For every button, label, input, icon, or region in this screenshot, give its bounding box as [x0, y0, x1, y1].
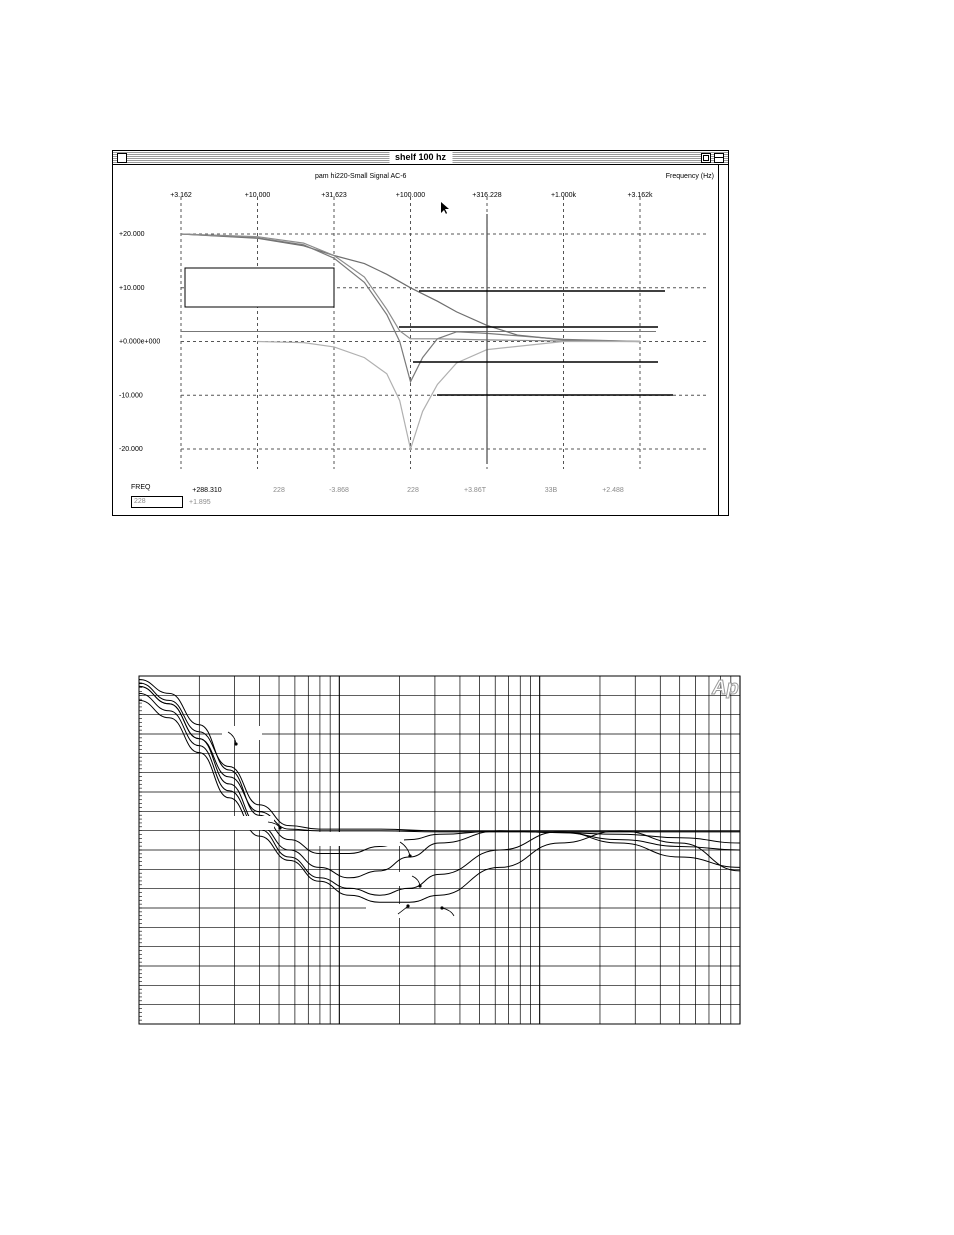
ap-annotation-arrowhead-2	[278, 826, 281, 829]
x-tick-label: +100.000	[395, 192, 426, 199]
ap-series-line-3	[139, 680, 740, 854]
y-tick-label: +10.000	[119, 284, 145, 292]
ap-annotation-box-4	[382, 872, 416, 886]
ap-series-line-4	[139, 686, 740, 877]
ap-logo: Ap	[712, 677, 739, 699]
x-axis-label: Frequency (Hz)	[665, 173, 714, 180]
x-tick-label: +316.228	[472, 192, 502, 199]
readout-value: -3.868	[329, 487, 349, 494]
x-tick-label: +1.000k	[550, 192, 577, 199]
ap-annotation-arrow-4	[412, 876, 420, 886]
ap-annotation-arrow-1	[228, 732, 236, 744]
ap-annotation-arrow-5	[398, 906, 408, 914]
shelf-chart	[113, 151, 730, 517]
readout-value: 33B	[544, 487, 558, 494]
readout-value: 228	[407, 487, 419, 494]
y-tick-label: +20.000	[119, 231, 145, 238]
ap-annotation-arrowhead-4	[418, 884, 421, 887]
ap-series-line-6	[139, 700, 740, 902]
y-tick-label: -20.000	[119, 446, 143, 453]
readout-value: 228	[273, 487, 285, 494]
ap-series-line-1	[139, 683, 740, 831]
ap-annotation-arrow-6	[442, 908, 454, 916]
ap-annotation-arrow-3	[400, 842, 410, 856]
ap-annotation-arrowhead-6	[440, 906, 443, 909]
ap-annotation-box-1	[222, 726, 262, 740]
x-tick-label: +3.162k	[627, 192, 653, 199]
ap-series-line-5	[139, 693, 740, 895]
x-tick-label: +10.000	[244, 192, 271, 199]
readout-value: +288.310	[192, 487, 222, 494]
freq-readout-label: FREQ	[131, 484, 151, 491]
x-tick-label: +31.623	[321, 192, 347, 199]
freq-readout-secondary: +1.895	[189, 499, 211, 506]
ap-annotation-box-5	[366, 904, 406, 918]
ap-annotation-arrow-2	[268, 822, 280, 828]
ap-annotation-arrowhead-1	[234, 742, 237, 745]
ap-annotation-box-2	[222, 816, 274, 830]
freq-readout-input[interactable]: 228	[131, 496, 183, 508]
ap-annotation-arrowhead-5	[406, 904, 409, 907]
chart-subtitle: pam hi220-Small Signal AC-6	[315, 173, 407, 180]
mouse-pointer-icon	[441, 202, 449, 214]
ap-frame	[139, 676, 740, 1024]
ap-annotation-arrowhead-3	[408, 854, 411, 857]
y-tick-label: -10.000	[119, 392, 143, 400]
window-title: shelf 100 hz	[389, 151, 452, 164]
readout-value: +3.86T	[464, 487, 486, 494]
shelf-window	[112, 150, 729, 516]
ap-annotation-box-3	[316, 832, 404, 846]
y-tick-label: +0.000e+000	[119, 338, 161, 346]
legend-box	[185, 268, 334, 307]
ap-series-line-2	[139, 686, 740, 832]
x-tick-label: +3.162	[170, 192, 192, 199]
readout-value: +2.488	[602, 487, 624, 494]
